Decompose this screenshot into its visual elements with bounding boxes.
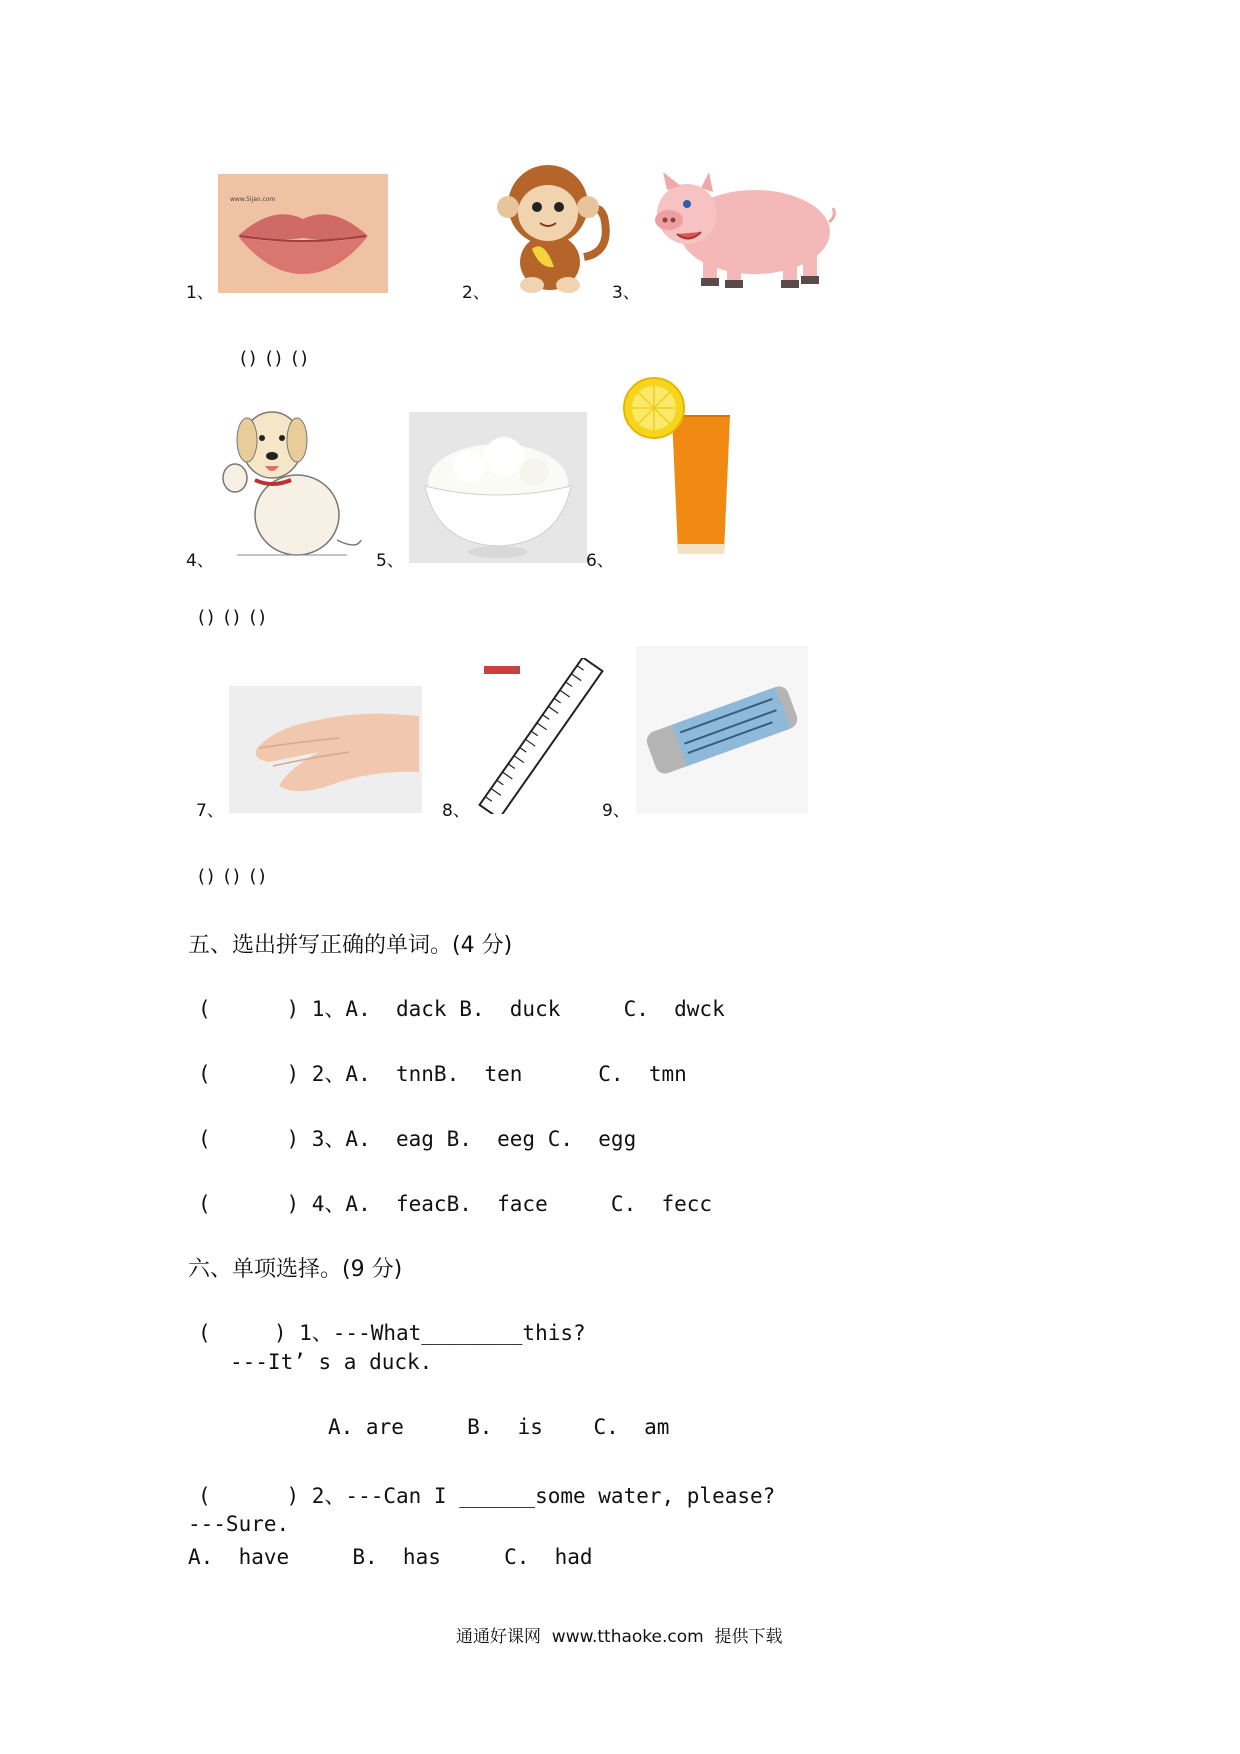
picture-label-6: 6、: [586, 551, 614, 571]
section-6-title: 六、单项选择。(9 分): [188, 1257, 403, 1282]
section-6-q2-options: A. have B. has C. had: [188, 1545, 593, 1569]
section-5-title: 五、选出拼写正确的单词。(4 分): [188, 933, 513, 958]
picture-label-8: 8、: [442, 801, 470, 821]
page-footer: 通通好课网 www.tthaoke.com 提供下载: [456, 1627, 783, 1647]
juice-glass-icon: [618, 376, 746, 562]
section-6-q1-answer-line: ---It’ s a duck.: [230, 1350, 433, 1374]
section-5-question-3: ( ) 3、A. eag B. eeg C. egg: [198, 1127, 637, 1151]
picture-label-4: 4、: [186, 551, 214, 571]
section-5-question-2: ( ) 2、A. tnnB. ten C. tmn: [198, 1062, 687, 1086]
picture-label-2: 2、: [462, 283, 490, 303]
ruler-icon: [476, 658, 606, 814]
picture-label-7: 7、: [196, 801, 224, 821]
section-6-q2-prompt: ( ) 2、---Can I ______some water, please?: [198, 1484, 776, 1508]
pig-icon: [643, 170, 843, 294]
section-6-q1-prompt: ( ) 1、---What________this?: [198, 1321, 586, 1345]
section-6-q1-options: A. are B. is C. am: [328, 1415, 670, 1439]
monkey-icon: [492, 157, 614, 295]
hand-icon: [229, 686, 422, 813]
answer-row-2: () () (): [198, 607, 268, 628]
answer-row-3: () () (): [198, 866, 268, 887]
picture-label-3: 3、: [612, 283, 640, 303]
lips-watermark: www.5ijan.com: [230, 196, 276, 203]
picture-label-1: 1、: [186, 283, 214, 303]
section-5-question-4: ( ) 4、A. feacB. face C. fecc: [198, 1192, 713, 1216]
rice-bowl-icon: [409, 412, 587, 563]
section-5-question-1: ( ) 1、A. dack B. duck C. dwck: [198, 997, 725, 1021]
picture-label-9: 9、: [602, 801, 630, 821]
answer-row-1: () () (): [240, 348, 310, 369]
picture-label-5: 5、: [376, 551, 404, 571]
lips-icon: [218, 174, 388, 293]
eraser-icon: [636, 646, 808, 814]
section-6-q2-answer-line: ---Sure.: [188, 1512, 290, 1536]
dog-icon: [217, 400, 365, 562]
